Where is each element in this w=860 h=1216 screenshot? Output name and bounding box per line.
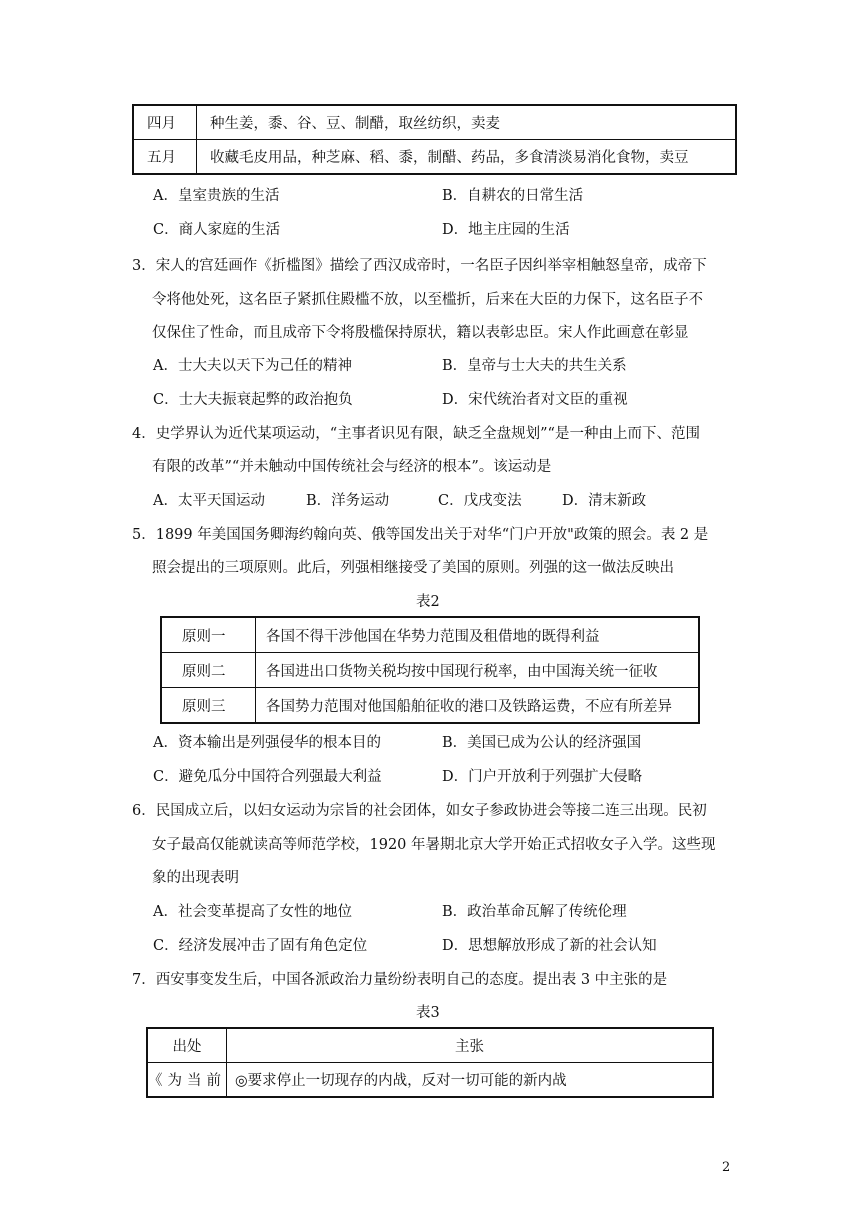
q4-option-d: D．清末新政 — [562, 493, 647, 509]
q4-stem-line: 有限的改革”“并未触动中国传统社会与经济的根本”。该运动是 — [152, 459, 552, 475]
q2-option-a: A．皇室贵族的生活 — [153, 188, 280, 204]
xian-incident-table — [146, 1027, 714, 1098]
q5-option-d: D．门户开放利于列强扩大侵略 — [442, 769, 643, 785]
table-2-caption: 表2 — [416, 594, 440, 610]
q6-option-b: B．政治革命瓦解了传统伦理 — [442, 904, 627, 920]
q6-option-c: C．经济发展冲击了固有角色定位 — [153, 938, 368, 954]
q3-option-c: C．士大夫振衰起弊的政治抱负 — [153, 392, 353, 408]
table-cell-activity: 收藏毛皮用品，种芝麻、稻、黍，制醋、药品，多食清淡易消化食物，卖豆 — [197, 140, 737, 175]
q4-option-b: B．洋务运动 — [306, 493, 390, 509]
table-cell-activity: 种生姜，黍、谷、豆、制醋，取丝纺织，卖麦 — [197, 105, 737, 140]
q3-stem-line: 令将他处死，这名臣子紧抓住殿槛不放，以至槛折，后来在大臣的力保下，这名臣子不 — [152, 292, 703, 308]
q6-option-d: D．思想解放形成了新的社会认知 — [442, 938, 657, 954]
table-row — [161, 653, 699, 688]
q3-option-a: A．士大夫以天下为己任的精神 — [153, 358, 352, 374]
q5-option-a: A．资本输出是列强侵华的根本目的 — [153, 735, 381, 751]
q5-stem-line: 照会提出的三项原则。此后，列强相继接受了美国的原则。列强的这一做法反映出 — [152, 560, 674, 576]
table-cell-content: 各国不得干涉他国在华势力范围及租借地的既得利益 — [256, 617, 700, 653]
q4-option-a: A．太平天国运动 — [153, 493, 265, 509]
table-row — [133, 105, 736, 140]
q6-stem-line: 女子最高仅能就读高等师范学校，1920 年暑期北京大学开始正式招收女子入学。这些现 — [152, 837, 716, 853]
q6-stem-line: 象的出现表明 — [152, 870, 239, 886]
q5-option-c: C．避免瓜分中国符合列强最大利益 — [153, 769, 382, 785]
farm-calendar-table — [132, 104, 737, 175]
table-cell-source: 《为当前 — [147, 1063, 227, 1098]
q2-option-c: C．商人家庭的生活 — [153, 222, 281, 238]
q6-option-a: A．社会变革提高了女性的地位 — [153, 904, 352, 920]
table-row — [161, 617, 699, 653]
q2-option-b: B．自耕农的日常生活 — [442, 188, 584, 204]
q3-stem-line: 3．宋人的宫廷画作《折槛图》描绘了西汉成帝时，一名臣子因纠举宰相触怒皇帝，成帝下 — [132, 258, 707, 274]
q4-option-c: C．戊戌变法 — [438, 493, 522, 509]
q7-stem-line: 7．西安事变发生后，中国各派政治力量纷纷表明自己的态度。提出表 3 中主张的是 — [132, 972, 668, 988]
open-door-principles-table — [160, 616, 700, 724]
table-header-claim: 主张 — [227, 1028, 714, 1063]
table-cell-content: 各国进出口货物关税均按中国现行税率，由中国海关统一征收 — [256, 653, 700, 688]
q5-stem-line: 5．1899 年美国国务卿海约翰向英、俄等国发出关于对华“门户开放"政策的照会。表 2 是 — [132, 527, 709, 543]
table-cell-principle: 原则一 — [161, 617, 256, 653]
table-row — [147, 1063, 713, 1098]
table-cell-principle: 原则二 — [161, 653, 256, 688]
table-header-source: 出处 — [147, 1028, 227, 1063]
table-cell-content: 各国势力范围对他国船舶征收的港口及铁路运费，不应有所差异 — [256, 688, 700, 724]
table-cell-principle: 原则三 — [161, 688, 256, 724]
page-number: 2 — [722, 1160, 731, 1175]
q3-option-b: B．皇帝与士大夫的共生关系 — [442, 358, 627, 374]
table-3-caption: 表3 — [416, 1005, 440, 1021]
q2-option-d: D．地主庄园的生活 — [442, 222, 570, 238]
q3-stem-line: 仅保住了性命，而且成帝下令将殷槛保持原状，籍以表彰忠臣。宋人作此画意在彰显 — [152, 325, 689, 341]
q4-stem-line: 4．史学界认为近代某项运动，“主事者识见有限，缺乏全盘规划”“是一种由上而下、范围 — [132, 426, 700, 442]
q5-option-b: B．美国已成为公认的经济强国 — [442, 735, 642, 751]
table-cell-claim: ◎要求停止一切现存的内战，反对一切可能的新内战 — [227, 1063, 714, 1098]
table-cell-month: 四月 — [133, 105, 197, 140]
table-row — [161, 688, 699, 724]
q6-stem-line: 6．民国成立后，以妇女运动为宗旨的社会团体，如女子参政协进会等接二连三出现。民初 — [132, 803, 707, 819]
q3-option-d: D．宋代统治者对文臣的重视 — [442, 392, 628, 408]
table-row — [133, 140, 736, 175]
table-cell-month: 五月 — [133, 140, 197, 175]
table-header-row — [147, 1028, 713, 1063]
